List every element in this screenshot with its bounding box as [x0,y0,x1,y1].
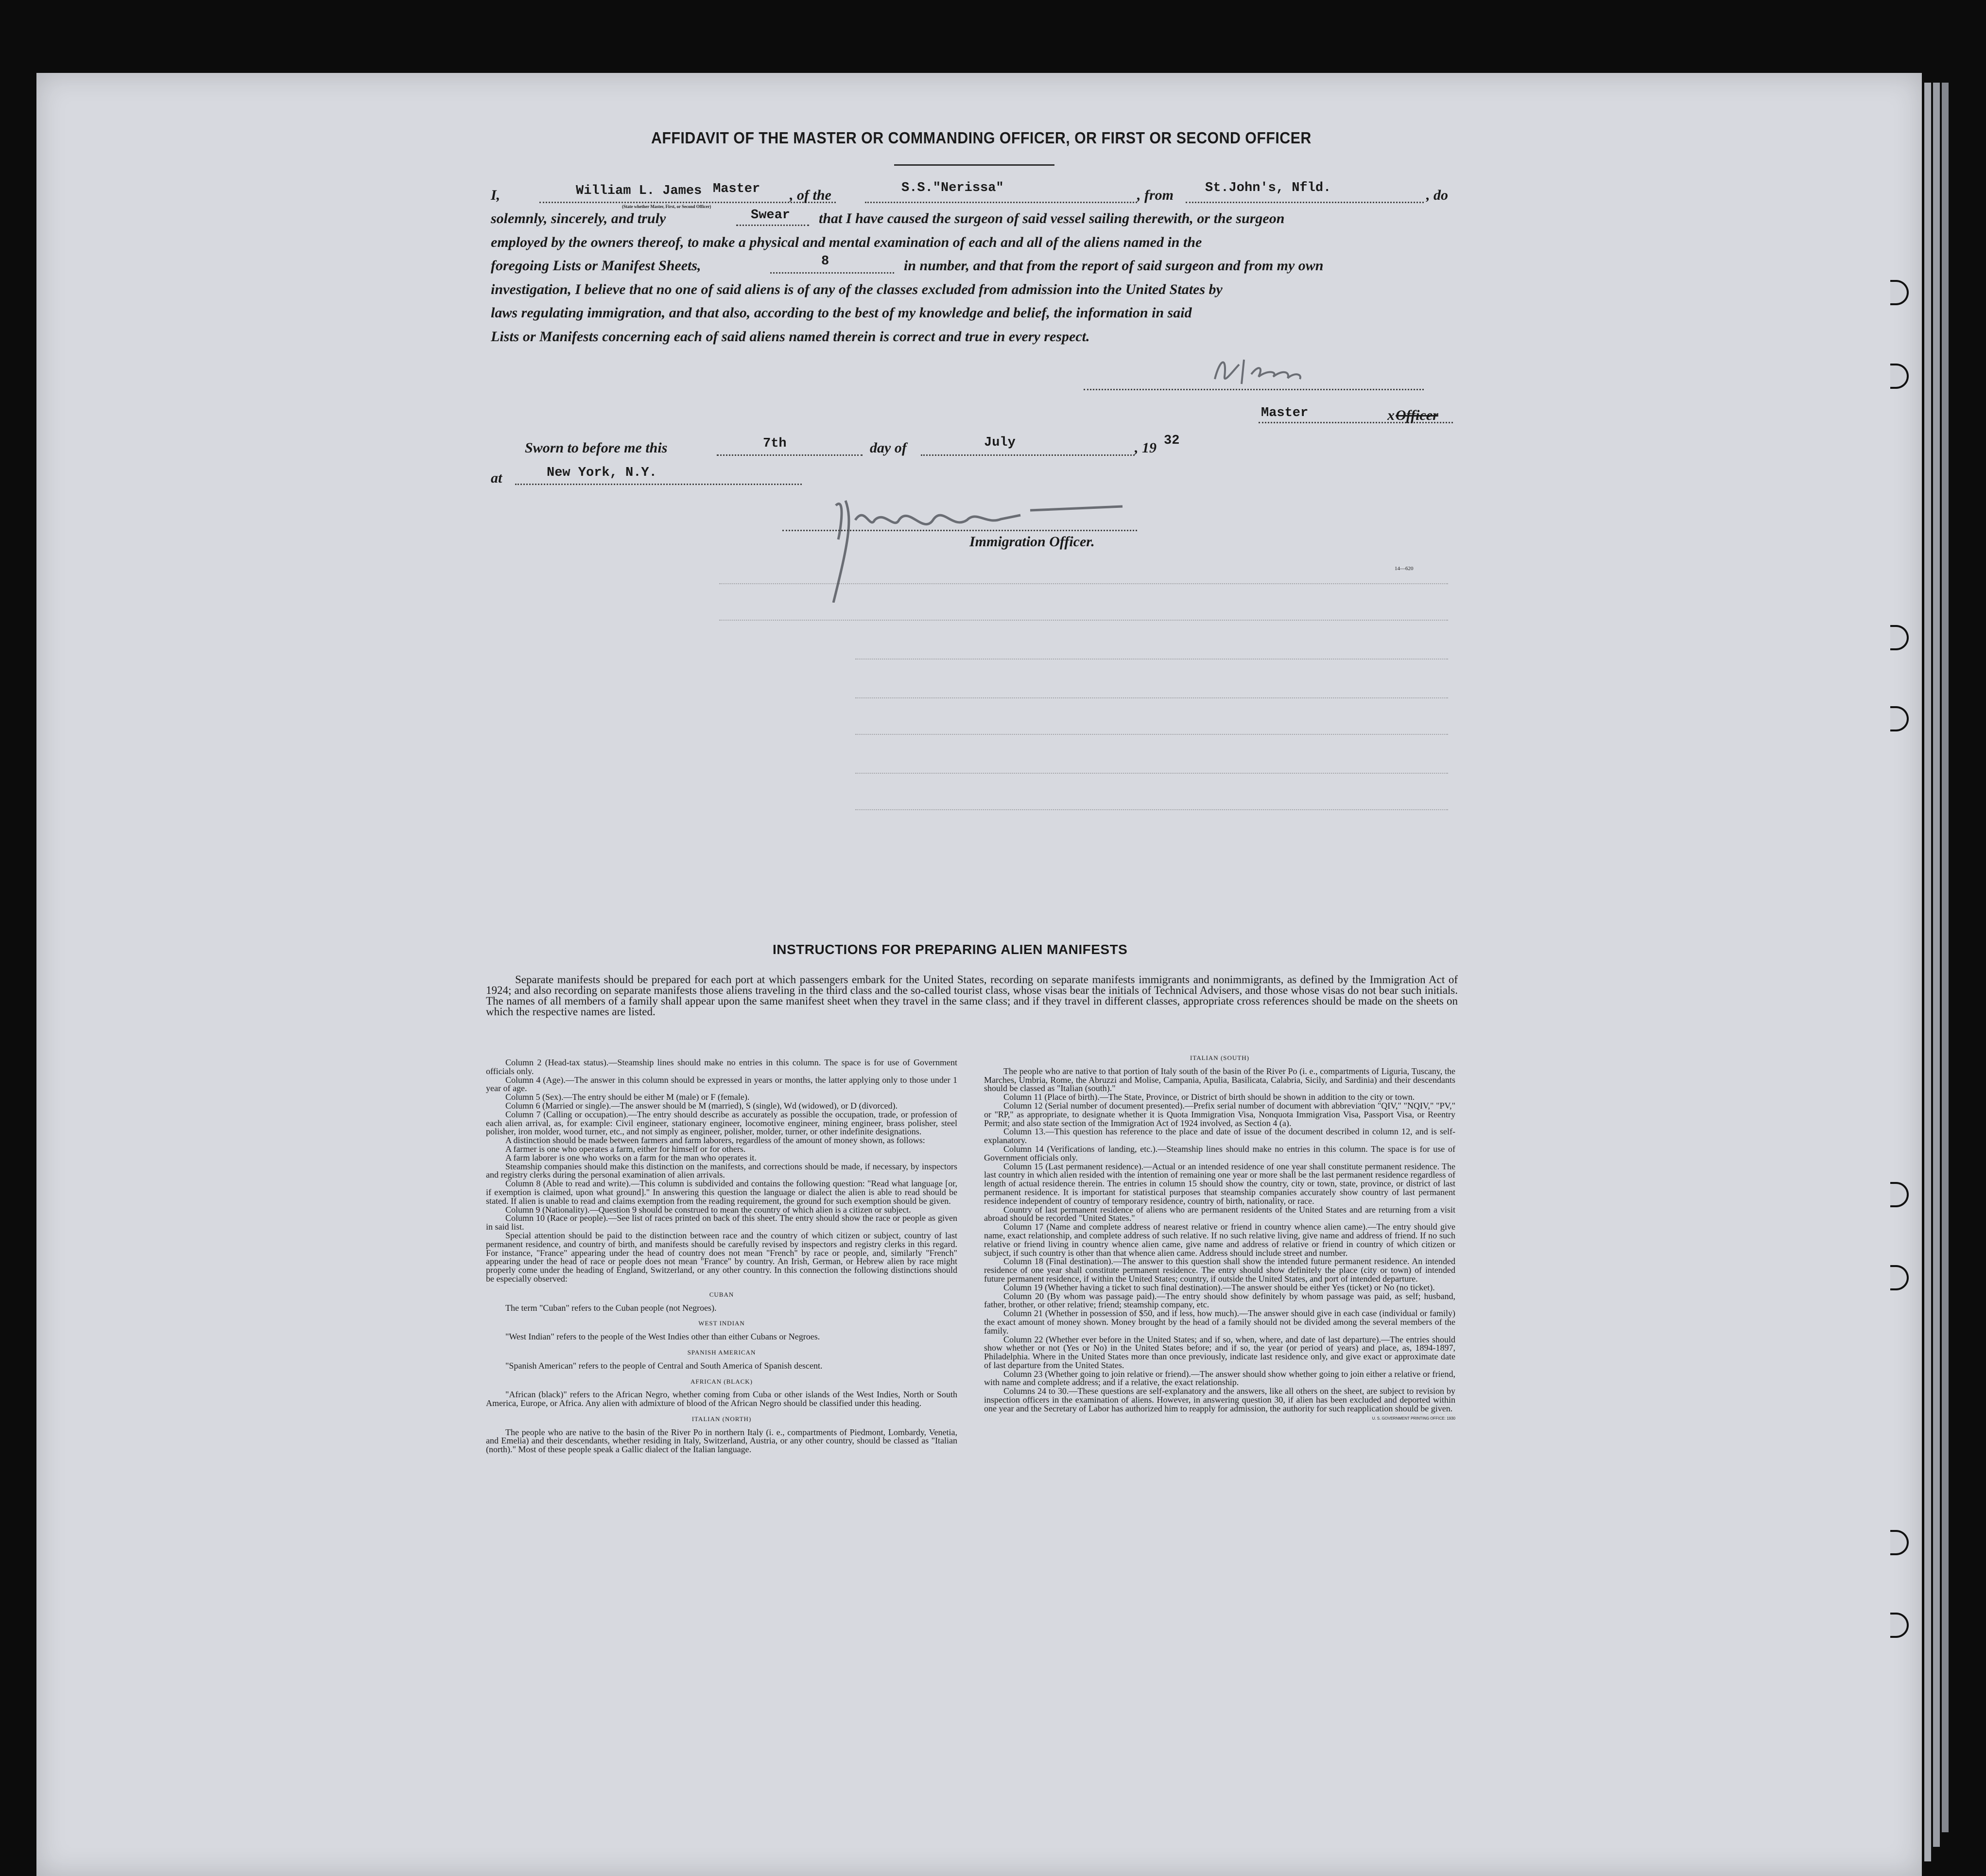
right-para: The people who are native to that portion of Italy south of the basin of the River Po (i. e., compartments of Liguria, Tuscany, the Marches, Umbria, Rome, the Abruzzi and Molise, Campania, Apulia, Basilicata, Calabria, Sicily, and Sardinia) and their descendants should be classed as "Italian (south)." [984,1066,1455,1094]
day-of-label: day of [870,440,907,456]
west-indian-text: "West Indian" refers to the people of the West Indies other than either Cubans or Negroes. [505,1332,820,1342]
oath-dotline [736,225,809,226]
right-para: Column 23 (Whether going to join relative or friend).—The answer should show whether going to join either a relative or friend, with name and complete address; and if a relative, the exact relationship. [984,1369,1455,1388]
left-para: Column 9 (Nationality).—Question 9 should be construed to mean the country of which alien is a citizen or subject. [505,1204,911,1215]
master-signature [1205,350,1331,394]
affidavit-line-5: investigation, I believe that no one of said aliens is of any of the classes excluded from admission into the United States by [491,281,1223,297]
of-the-label: , of the [790,187,831,203]
left-para: Column 5 (Sex).—The entry should be either M (male) or F (female). [505,1092,750,1102]
right-para: Column 17 (Name and complete address of nearest relative or friend in country whence alien came).—The entry should give name, exact relationship, and complete address of such relative. If no such relative living, give name and address of friend. If no such relative or friend living in country whence alien came, give name and address of relative or friend in country of which citizen or subject, if such country is other than that whence alien came. Address should include street and number. [984,1222,1455,1258]
port-dotline [1186,202,1424,203]
left-para: Column 6 (Married or single).—The answer should be M (married), S (single), Wd (widowed), or D (divorced). [505,1100,898,1111]
title-underline [894,164,1054,166]
affidavit-line-2 [491,210,666,227]
african-text: "African (black)" refers to the African Negro, whether coming from Cuba or other islands of the West Indies, North or South America, Europe, or Africa. Any alien with admixture of blood of the African Negro should be classified under this heading. [486,1390,957,1408]
right-para: Column 12 (Serial number of document presented).—Prefix serial number of document with abbreviation "QIV," "NQIV," "PV," or "RP," as appropriate, to designate whether it is Quota Immigration Visa, Nonquota Immigration Visa, Passport Visa, or Reentry Permit; and also state section of the Immigration Act of 1924 involved, as Section 4 (a). [984,1100,1455,1128]
month-dotline [921,454,1135,456]
line2-post: that I have caused the surgeon of said vessel sailing therewith, or the surgeon [819,210,1285,226]
master-name: William L. James [576,184,702,198]
left-para: Column 8 (Able to read and write).—This column is subdivided and contains the following question: "Read what language [or, if exemption is claimed, upon what ground]." In answering this question the language or dialect the alien is able to read should be stated. If alien is unable to read and claims exemption from the reading requirement, the ground for such exemption should be given. [486,1179,957,1206]
rank-hint: (State whether Master, First, or Second Officer) [622,204,711,209]
left-para: Column 2 (Head-tax status).—Steamship lines should make no entries in this column. The space is for use of Government officials only. [486,1058,957,1076]
officer-signature-line [782,530,1137,531]
right-para: Columns 24 to 30.—These questions are self-explanatory and the answers, like all others on the sheet, are subject to revision by inspection officers in the examination of aliens. However, in answering question 30, if alien has been excluded and deported within one year and the Secretary of Labor has authorized him to reapply for admission, the authority for such reapplication should be given. [984,1386,1455,1413]
sworn-pre: Sworn to before me this [525,440,668,456]
port-name: St.John's, Nfld. [1205,181,1331,195]
cuban-text: The term "Cuban" refers to the Cuban people (not Negroes). [505,1303,717,1313]
italian-north-heading: ITALIAN (NORTH) [691,1415,752,1423]
left-para: Column 10 (Race or people).—See list of races printed on back of this sheet. The entry should show the race or people as given in said list. [486,1213,957,1232]
right-para: Column 21 (Whether in possession of $50, and if less, how much).—The answer should give in each case (individual or family) the exact amount of money shown. Money brought by the head of a family should not be divided among the several members of the family. [984,1308,1455,1336]
left-para: Column 4 (Age).—The answer in this column should be expressed in years or months, the latter applying only to those under 1 year of age. [486,1075,957,1094]
line2-pre: solemnly, sincerely, and truly [491,210,666,226]
printer-credit: U. S. GOVERNMENT PRINTING OFFICE: 1930 [1372,1416,1455,1421]
signer-struck: Officer [1396,407,1438,423]
right-para: Country of last permanent residence of aliens who are permanent residents of the United States and are returning from a visit abroad should be recorded "United States." [984,1204,1455,1223]
sworn-month: July [984,435,1016,450]
left-para: Steamship companies should make this distinction on the manifests, and corrections should be made, if necessary, by inspectors and registry clerks during the personal examination of alien arrivals. [486,1161,957,1180]
sworn-day: 7th [763,436,787,451]
officer-label: Immigration Officer. [969,534,1095,550]
at-label: at [491,470,502,486]
master-signature-line [1084,389,1424,390]
place-dotline [515,484,802,485]
page-edge-1 [1924,83,1931,1861]
sheets-dotline [770,272,894,274]
signer-struck-prefix: x [1387,407,1395,423]
instructions-title: INSTRUCTIONS FOR PREPARING ALIEN MANIFESTS [773,942,1128,957]
bleed-dots-2 [719,620,1448,621]
italian-south-heading: ITALIAN (SOUTH) [1190,1054,1249,1061]
left-column [486,1059,957,1454]
right-para: Column 14 (Verifications of landing, etc.).—Steamship lines should make no entries in this column. The space is for use of Government officials only. [984,1144,1455,1163]
african-heading: AFRICAN (BLACK) [690,1377,753,1385]
bleed-dots-4 [855,697,1448,698]
right-para: Column 22 (Whether ever before in the United States; and if so, when, where, and date of last departure).—The entries should show whether or not (Yes or No) in the United States before; and if so, the year (or period of years) and place, as, 1894-1897, Philadelphia. Where in the United States more than once previously, indicate last residence only, and give exact or approximate date of last departure from the United States. [984,1334,1455,1370]
from-label: , from [1137,187,1174,203]
affidavit-title: AFFIDAVIT OF THE MASTER OR COMMANDING OFFICER, OR FIRST OR SECOND OFFICER [651,129,1312,147]
right-column [984,1054,1455,1423]
right-para: Column 11 (Place of birth).—The State, Province, or District of birth should be shown in addition to the city or town. [1003,1092,1415,1102]
bleed-dots-3 [855,659,1448,660]
italian-north-text: The people who are native to the basin of the River Po in northern Italy (i. e., compartments of Piedmont, Lombardy, Venetia, and Emelia) and their descendants, whether residing in Italy, Switzerland, Austria, or any other country, should be classed as "Italian (north)." Most of these people speak a Gallic dialect of the Italian language. [486,1427,957,1455]
sworn-place: New York, N.Y. [547,466,657,480]
affidavit-line-3: employed by the owners thereof, to make a physical and mental examination of each and all of the aliens named in the [491,234,1202,250]
left-para: A farmer is one who operates a farm, either for himself or for others. [505,1144,746,1154]
affidavit-line-4-post: in number, and that from the report of said surgeon and from my own [904,258,1324,274]
day-dotline [717,454,863,456]
bleed-dots-6 [855,773,1448,774]
left-para: A farm laborer is one who works on a farm for the man who operates it. [505,1152,757,1163]
right-para: Column 20 (By whom was passage paid).—The entry should show definitely by whom passage was paid, as self; husband, father, brother, or other relative; friend; steamship company, etc. [984,1291,1455,1310]
right-para: Column 15 (Last permanent residence).—Actual or an intended residence of one year shall constitute permanent residence. The last country in which alien resided with the intention of remaining one year or more shall be the last permanent residence regardless of length of actual residence therein. The entries in column 15 should show the country, city or town, state, province, or district of last permanent residence. It is important for statistical purposes that steamship companies accurately show country of last permanent residence independent of country of temporary residence, country of birth, nationality, or race. [984,1161,1455,1206]
cuban-heading: CUBAN [709,1290,734,1298]
affidavit-line-6: laws regulating immigration, and that also, according to the best of my knowledge and belief, the information in said [491,305,1192,321]
sworn-year: 32 [1164,434,1180,448]
bleed-dots-5 [855,734,1448,735]
left-para: Column 7 (Calling or occupation).—The entry should describe as accurately as possible the occupation, trade, or profession of each alien arrival, as, for example: Civil engineer, stationary engineer, locomotive engineer, mining engineer, brass polisher, steel polisher, iron molder, wood turner, etc., and not simply as engineer, polisher, molder, turner, or other indefinite designations. [486,1109,957,1137]
signer-title: Master [1261,406,1309,420]
page-edge-3 [1942,83,1949,1832]
vessel-name: S.S."Nerissa" [901,181,1004,195]
left-para: A distinction should be made between farmers and farm laborers, regardless of the amount of money shown, as follows: [505,1135,925,1146]
spanish-american-text: "Spanish American" refers to the people of Central and South America of Spanish descent. [505,1360,823,1371]
vessel-dotline [865,202,1137,203]
instructions-intro: Separate manifests should be prepared for each port at which passengers embark for the United States, recording on separate manifests immigrants and nonimmigrants, as defined by the Immigration Act of 1924; and also recording on separate manifests those aliens traveling in the third class and the so-called tourist class, whose visas bear the initials of Technical Advisers, and those whose visas do not bear such initials. The names of all members of a family shall appear upon the same manifest sheet when they travel in the same class; and if they travel in different classes, appropriate cross references should be made on the sheets on which the respective names are listed. [486,973,1458,1018]
do-label: , do [1426,187,1448,203]
page-edge-2 [1933,83,1940,1847]
right-para: Column 19 (Whether having a ticket to such final destination).—The answer should be either Yes (ticket) or No (no ticket). [1003,1282,1435,1292]
bleed-dots-1 [719,583,1448,584]
west-indian-heading: WEST INDIAN [698,1320,745,1327]
spanish-american-heading: SPANISH AMERICAN [687,1348,756,1356]
year-prefix: , 19 [1135,440,1157,456]
left-para: Special attention should be paid to the distinction between race and the country of which citizen or subject, country of last permanent residence, and country of birth, and manifests should be carefully revised by inspectors and registry clerks in this regard. For instance, "France" appearing under the head of country does not mean "French" by race or people, and, similarly "French" appearing under the head of race or people does not mean "France" by country. An Irish, German, or Hebrew alien by race might properly come under the heading of England, Switzerland, or any other country. In this connection the following distinctions should be especially observed: [486,1230,957,1284]
affidavit-line-4-pre: foregoing Lists or Manifest Sheets, [491,258,701,274]
master-rank: Master [713,182,760,196]
affidavit-line-1 [491,187,500,204]
i-label: I, [491,187,501,203]
sheet-count: 8 [821,254,829,269]
oath-word: Swear [751,208,791,223]
right-para: Column 18 (Final destination).—The answer to this question shall show the intended future permanent residence. An intended residence of one year shall constitute permanent residence. The entry should show definitely the place (city or town) of intended future permanent residence, if within the United States; country, if outside the United States, and port of intended departure. [984,1256,1455,1284]
affidavit-line-7: Lists or Manifests concerning each of said aliens named therein is correct and true in every respect. [491,329,1090,345]
form-number: 14—620 [1395,566,1414,572]
right-para: Column 13.—This question has reference to the place and date of issue of the document described in column 12, and is self-explanatory. [984,1127,1455,1146]
bleed-dots-7 [855,809,1448,810]
